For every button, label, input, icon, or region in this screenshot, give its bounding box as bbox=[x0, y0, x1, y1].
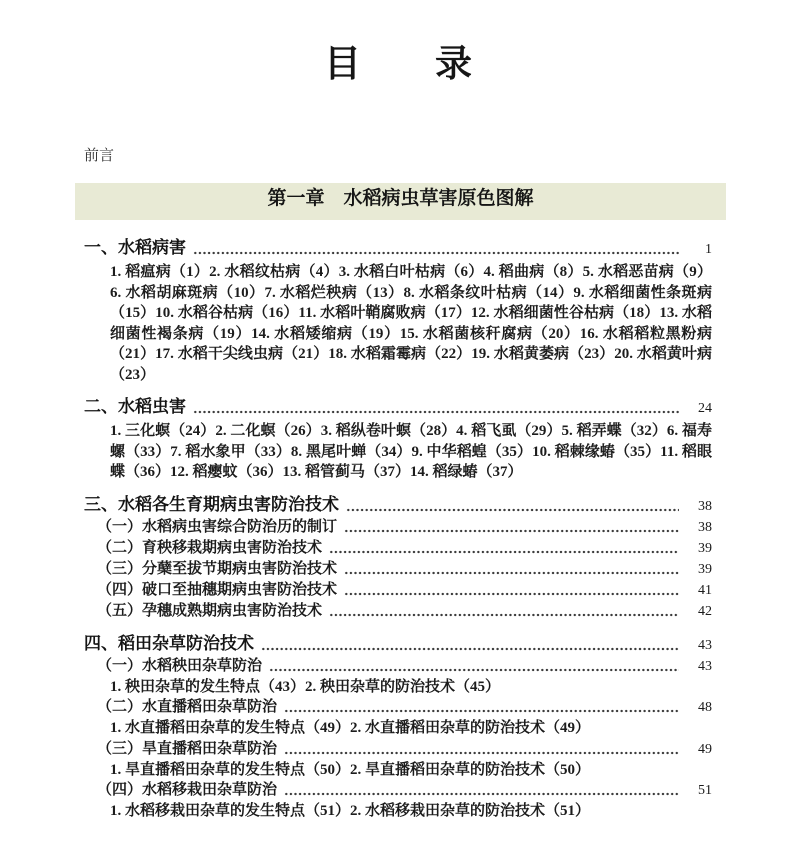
entry-page-number: 43 bbox=[698, 637, 712, 653]
entry-label: （二）水直播稻田杂草防治 bbox=[97, 699, 278, 715]
toc-sub-entry bbox=[84, 780, 712, 801]
dot-leader bbox=[284, 749, 679, 757]
dot-leader bbox=[193, 249, 679, 257]
page-title: 目 录 bbox=[324, 43, 472, 84]
entry-page-number: 1 bbox=[705, 242, 712, 257]
entry-label: （一）水稻病虫害综合防治历的制订 bbox=[97, 518, 338, 535]
toc-sub-entry bbox=[84, 656, 712, 677]
dot-leader bbox=[284, 707, 679, 715]
dot-leader bbox=[329, 548, 679, 556]
entry-page-number: 39 bbox=[698, 561, 712, 577]
dot-leader bbox=[329, 611, 679, 619]
entry-page-number: 51 bbox=[698, 783, 712, 798]
entry-page-number: 38 bbox=[698, 498, 712, 514]
dot-leader bbox=[344, 527, 679, 535]
entry-page-number: 42 bbox=[698, 603, 712, 619]
dot-leader bbox=[193, 408, 679, 416]
entry-label: 四、稻田杂草防治技术 bbox=[84, 633, 254, 653]
toc-sub-entry bbox=[84, 697, 712, 718]
toc-sub-entry bbox=[84, 601, 712, 622]
toc-detail-text: 1. 三化螟（24）2. 二化螟（26）3. 稻纵卷叶螟（28）4. 稻飞虱（29）5. 稻弄蝶（32）6. 福寿螺（33）7. 稻水象甲（33）8. 黑尾叶蝉（34）9. 中华稻蝗（35）10. 稻棘缘蝽（35）11. 稻眼蝶（36）12. 稻瘿蚊（36）13. 稻管蓟马（37）14. 稻绿蝽（37） bbox=[110, 423, 712, 480]
dot-leader bbox=[261, 645, 679, 653]
toc-detail-text: 1. 水稻移栽田杂草的发生特点（51）2. 水稻移栽田杂草的防治技术（51） bbox=[110, 803, 591, 819]
preface-entry: 前言 bbox=[84, 147, 115, 164]
toc-list bbox=[84, 236, 712, 822]
entry-page-number: 41 bbox=[698, 582, 712, 598]
toc-section-heading bbox=[84, 493, 712, 517]
entry-label: 一、水稻病害 bbox=[84, 238, 186, 257]
toc-page bbox=[0, 44, 800, 822]
chapter-heading-banner: 第一章 水稻病虫草害原色图解 bbox=[75, 183, 726, 220]
dot-leader bbox=[344, 569, 679, 577]
entry-label: （三）旱直播稻田杂草防治 bbox=[97, 740, 278, 757]
dot-leader bbox=[346, 506, 679, 514]
entry-label: （四）水稻移栽田杂草防治 bbox=[97, 782, 278, 798]
toc-section-heading bbox=[84, 632, 712, 656]
entry-label: （二）育秧移栽期病虫害防治技术 bbox=[97, 539, 323, 556]
toc-detail-text: 1. 稻瘟病（1）2. 水稻纹枯病（4）3. 水稻白叶枯病（6）4. 稻曲病（8）5. 水稻恶苗病（9）6. 水稻胡麻斑病（10）7. 水稻烂秧病（13）8. 水稻条纹叶枯病（14）9. 水稻细菌性条斑病（15）10. 水稻谷枯病（16）11. 水稻叶鞘腐败病（17）12. 水稻细菌性谷枯病（18）13. 水稻细菌性褐条病（19）14. 水稻矮缩病（19）15. 水稻菌核秆腐病（20）16. 水稻稻粒黑粉病（21）17. 水稻干尖线虫病（21）18. 水稻霜霉病（22）19. 水稻黄萎病（23）20. 水稻黄叶病（23） bbox=[110, 264, 712, 383]
entry-page-number: 49 bbox=[698, 741, 712, 757]
entry-page-number: 24 bbox=[698, 401, 712, 416]
toc-detail-text: 1. 旱直播稻田杂草的发生特点（50）2. 旱直播稻田杂草的防治技术（50） bbox=[110, 761, 591, 778]
toc-sub-entry bbox=[84, 739, 712, 760]
entry-label: （一）水稻秧田杂草防治 bbox=[97, 657, 263, 674]
dot-leader bbox=[284, 790, 679, 798]
entry-page-number: 39 bbox=[698, 540, 712, 556]
toc-section-heading bbox=[84, 395, 712, 419]
toc-detail-text: 1. 水直播稻田杂草的发生特点（49）2. 水直播稻田杂草的防治技术（49） bbox=[110, 720, 591, 736]
entry-label: （五）孕穗成熟期病虫害防治技术 bbox=[97, 602, 323, 619]
toc-sub-entry bbox=[84, 559, 712, 580]
toc-sub-entry bbox=[84, 517, 712, 538]
entry-label: （四）破口至抽穗期病虫害防治技术 bbox=[97, 581, 338, 598]
entry-page-number: 38 bbox=[698, 519, 712, 535]
toc-detail-text: 1. 秧田杂草的发生特点（43）2. 秧田杂草的防治技术（45） bbox=[110, 678, 501, 695]
dot-leader bbox=[269, 666, 679, 674]
toc-sub-entry bbox=[84, 538, 712, 559]
toc-sub-entry bbox=[84, 580, 712, 601]
entry-label: 二、水稻虫害 bbox=[84, 397, 186, 416]
dot-leader bbox=[344, 590, 679, 598]
entry-page-number: 43 bbox=[698, 658, 712, 674]
entry-label: （三）分蘖至拔节期病虫害防治技术 bbox=[97, 560, 338, 577]
toc-section-heading bbox=[84, 236, 712, 260]
entry-label: 三、水稻各生育期病虫害防治技术 bbox=[84, 494, 339, 514]
entry-page-number: 48 bbox=[698, 700, 712, 715]
